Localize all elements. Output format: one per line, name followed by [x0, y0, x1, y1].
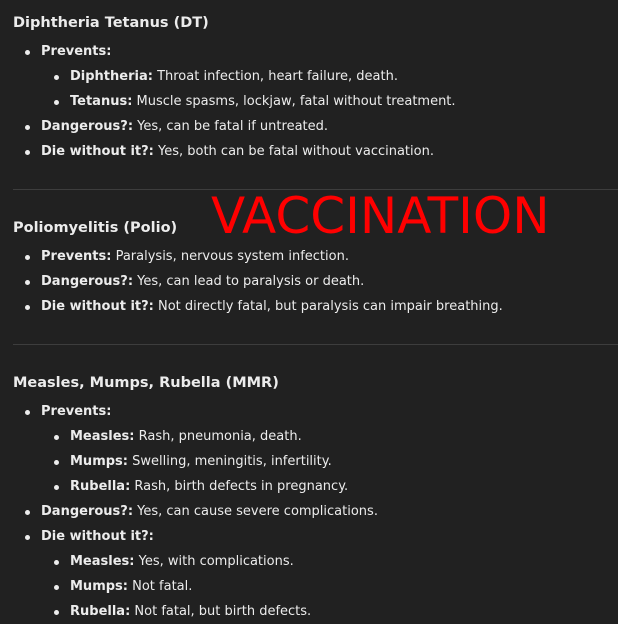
section-title-polio: Poliomyelitis (Polio)	[13, 220, 178, 236]
disease-name: Mumps	[70, 579, 123, 594]
disease-desc: Muscle spasms, lockjaw, fatal without treatment.	[132, 94, 456, 109]
dangerous-text: Yes, can be fatal if untreated.	[133, 119, 329, 134]
disease-desc: Throat infection, heart failure, death.	[152, 69, 398, 84]
disease-desc: Swelling, meningitis, infertility.	[127, 454, 332, 469]
dangerous-label: Dangerous?:	[41, 119, 134, 134]
bullet-icon	[25, 125, 30, 130]
die-label: Die without it?:	[41, 529, 154, 544]
bullet-icon	[25, 535, 30, 540]
disease-desc: Rash, pneumonia, death.	[134, 429, 302, 444]
prevents-text: Paralysis, nervous system infection.	[111, 249, 349, 264]
list-item-die-without	[41, 144, 434, 160]
die-text: Not directly fatal, but paralysis can impair breathing.	[153, 299, 503, 314]
disease-name: Tetanus	[70, 94, 128, 109]
prevents-label: Prevents:	[41, 249, 112, 264]
list-item-prevents	[41, 44, 111, 60]
bullet-icon	[25, 50, 30, 55]
die-label: Die without it?:	[41, 144, 154, 159]
disease-name: Measles	[70, 554, 130, 569]
disease-desc: Not fatal.	[127, 579, 193, 594]
list-item: Measles: Yes, with complications.	[70, 554, 294, 570]
bullet-icon	[54, 560, 59, 565]
bullet-icon	[25, 510, 30, 515]
bullet-icon	[25, 280, 30, 285]
disease-name: Diphtheria	[70, 69, 148, 84]
die-label: Die without it?:	[41, 299, 154, 314]
list-item: Rubella: Rash, birth defects in pregnancy.	[70, 479, 348, 495]
bullet-icon	[54, 460, 59, 465]
bullet-icon	[54, 610, 59, 615]
list-item-dangerous	[41, 504, 378, 520]
list-item-die-without	[41, 299, 503, 315]
section-title-mmr: Measles, Mumps, Rubella (MMR)	[13, 375, 279, 391]
list-item-prevents	[41, 404, 111, 420]
bullet-icon	[54, 435, 59, 440]
disease-desc: Not fatal, but birth defects.	[130, 604, 312, 619]
prevents-label: Prevents:	[41, 44, 112, 59]
bullet-icon	[54, 75, 59, 80]
dangerous-label: Dangerous?:	[41, 274, 134, 289]
dangerous-label: Dangerous?:	[41, 504, 134, 519]
list-item: Diphtheria: Throat infection, heart failure, death.	[70, 69, 398, 85]
list-item-prevents	[41, 249, 349, 265]
bullet-icon	[54, 485, 59, 490]
list-item-dangerous	[41, 119, 328, 135]
disease-name: Measles	[70, 429, 130, 444]
dangerous-text: Yes, can cause severe complications.	[133, 504, 378, 519]
dangerous-text: Yes, can lead to paralysis or death.	[133, 274, 365, 289]
bullet-icon	[25, 150, 30, 155]
disease-desc: Yes, with complications.	[134, 554, 294, 569]
list-item: Rubella: Not fatal, but birth defects.	[70, 604, 311, 620]
disease-name: Mumps	[70, 454, 123, 469]
list-item: Measles: Rash, pneumonia, death.	[70, 429, 302, 445]
disease-name: Rubella	[70, 479, 126, 494]
die-text: Yes, both can be fatal without vaccination.	[153, 144, 434, 159]
list-item: Tetanus: Muscle spasms, lockjaw, fatal without treatment.	[70, 94, 456, 110]
disease-desc: Rash, birth defects in pregnancy.	[130, 479, 349, 494]
bullet-icon	[25, 410, 30, 415]
vaccination-overlay-text: VACCINATION	[211, 187, 550, 245]
prevents-label: Prevents:	[41, 404, 112, 419]
list-item-dangerous	[41, 274, 364, 290]
bullet-icon	[25, 255, 30, 260]
bullet-icon	[54, 585, 59, 590]
list-item: Mumps: Swelling, meningitis, infertility.	[70, 454, 332, 470]
bullet-icon	[54, 100, 59, 105]
bullet-icon	[25, 305, 30, 310]
section-title-dt: Diphtheria Tetanus (DT)	[13, 15, 209, 31]
section-divider	[13, 344, 618, 345]
list-item-die-without	[41, 529, 154, 545]
list-item: Mumps: Not fatal.	[70, 579, 192, 595]
disease-name: Rubella	[70, 604, 126, 619]
